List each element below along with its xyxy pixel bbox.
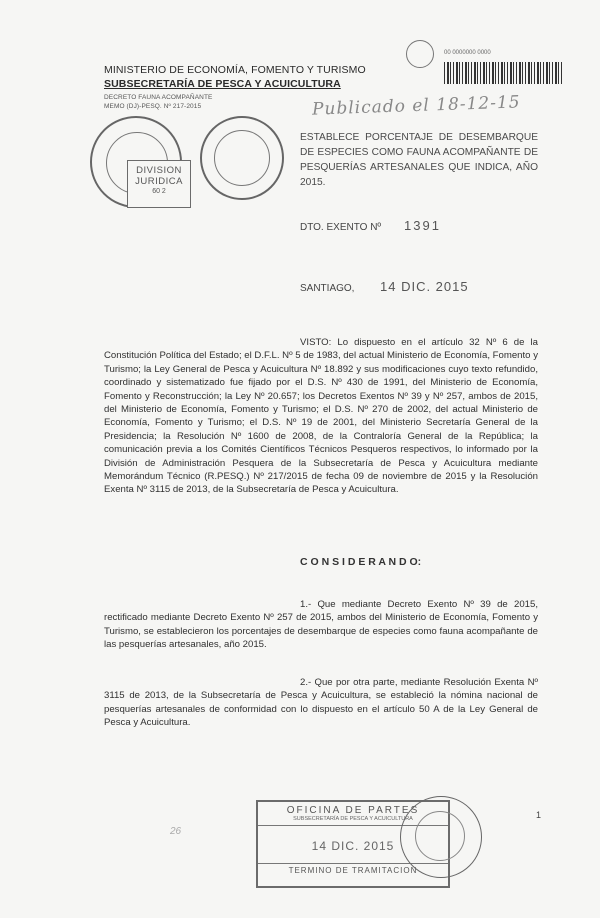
signature-stamp-inner-ring [415,811,465,861]
signature-round-stamp [400,796,482,878]
oficina-footer: TERMINO DE TRAMITACION [258,863,448,875]
considerando-heading: C O N S I D E R A N D O: [300,556,422,568]
place-label: SANTIAGO, [300,283,355,294]
page-number: 1 [536,810,542,820]
considerando-item-1: 1.- Que mediante Decreto Exento Nº 39 de 2015, rectificado mediante Decreto Exento Nº 257 de 2015, ambos del Ministerio de Economía, Fomento y Turismo, se establecieron los porcentajes de desembarque de especies como fauna acompañante de las pesquerías artesanales, año 2015. [104,599,538,651]
seal-icon [406,40,434,68]
barcode-number: 00 0000000 0000 [444,50,491,56]
handwritten-note: Publicado el 18-12-15 [311,92,521,120]
division-sub: JURIDICA [135,176,183,187]
ministry-name: MINISTERIO DE ECONOMÍA, FOMENTO Y TURISMO [104,64,366,76]
oficina-subtitle: SUBSECRETARÍA DE PESCA Y ACUICULTURA [258,816,448,826]
oficina-date: 14 DIC. 2015 [311,839,395,853]
subsecretario-round-stamp [200,116,284,200]
considerando-item-2: 2.- Que por otra parte, mediante Resolución Exenta Nº 3115 de 2013, de la Subsecretaría de Pesca y Acuicultura, se estableció la nómina nacional de pesquerías artesanales de conformidad con lo dispuesto en el artículo 50 A de la Ley General de Pesca y Acuicultura. [104,677,538,729]
decree-date: 14 DIC. 2015 [380,279,469,294]
decree-number: 1391 [404,218,441,233]
decree-label: DTO. EXENTO Nº [300,222,382,233]
barcode-icon [444,62,562,84]
reference-line-1: DECRETO FAUNA ACOMPAÑANTE [104,94,213,101]
division-title: DIVISION [136,165,182,176]
reference-line-2: MEMO (DJ)-PESQ. Nº 217-2015 [104,103,202,110]
division-juridica-stamp [127,160,191,208]
decree-title: ESTABLECE PORCENTAJE DE DESEMBARQUE DE ESPECIES COMO FAUNA ACOMPAÑANTE DE PESQUERÍAS ARTESANALES QUE INDICA, AÑO 2015. [300,132,538,188]
barcode-stamp [436,40,566,92]
margin-mark: 26 [170,826,182,837]
division-number: 60 2 [152,188,166,195]
visto-paragraph: VISTO: Lo dispuesto en el artículo 32 Nº 6 de la Constitución Política del Estado; el D.F.L. Nº 5 de 1983, del actual Ministerio de Economía, Fomento y Turismo; la Ley General de Pesca y Acuicultura Nº 18.892 y sus modificaciones cuyo texto refundido, coordinado y sistematizado fue fijado por el D.S. Nº 430 de 1991, del Ministerio de Economía, Fomento y Reconstrucción; la Ley Nº 20.657; los Decretos Exentos Nº 39 y Nº 257, ambos de 2015, del Ministerio de Economía, Fomento y Turismo; el D.S. Nº 270 de 2002, del actual Ministerio de Economía, Fomento y Turismo; el D.S. Nº 19 de 2001, del Ministerio Secretaría General de la Presidencia; la Resolución Nº 1600 de 2008, de la Contraloría General de la República; la comunicación previa a los Comités Científicos Técnicos Pesqueros respectivos, lo informado por la División de Administración Pesquera de la Subsecretaría de Pesca y Acuicultura mediante Memorándum Técnico (R.PESQ.) Nº 217/2015 de fecha 09 de noviembre de 2015 y la Resolución Exenta Nº 3115 de 2013, de la Subsecretaría de Pesca y Acuicultura. [104,337,538,496]
oficina-title: OFICINA DE PARTES [286,805,420,816]
subsecretaria-name: SUBSECRETARÍA DE PESCA Y ACUICULTURA [104,78,341,90]
round-stamp-inner-ring-2 [214,130,270,186]
